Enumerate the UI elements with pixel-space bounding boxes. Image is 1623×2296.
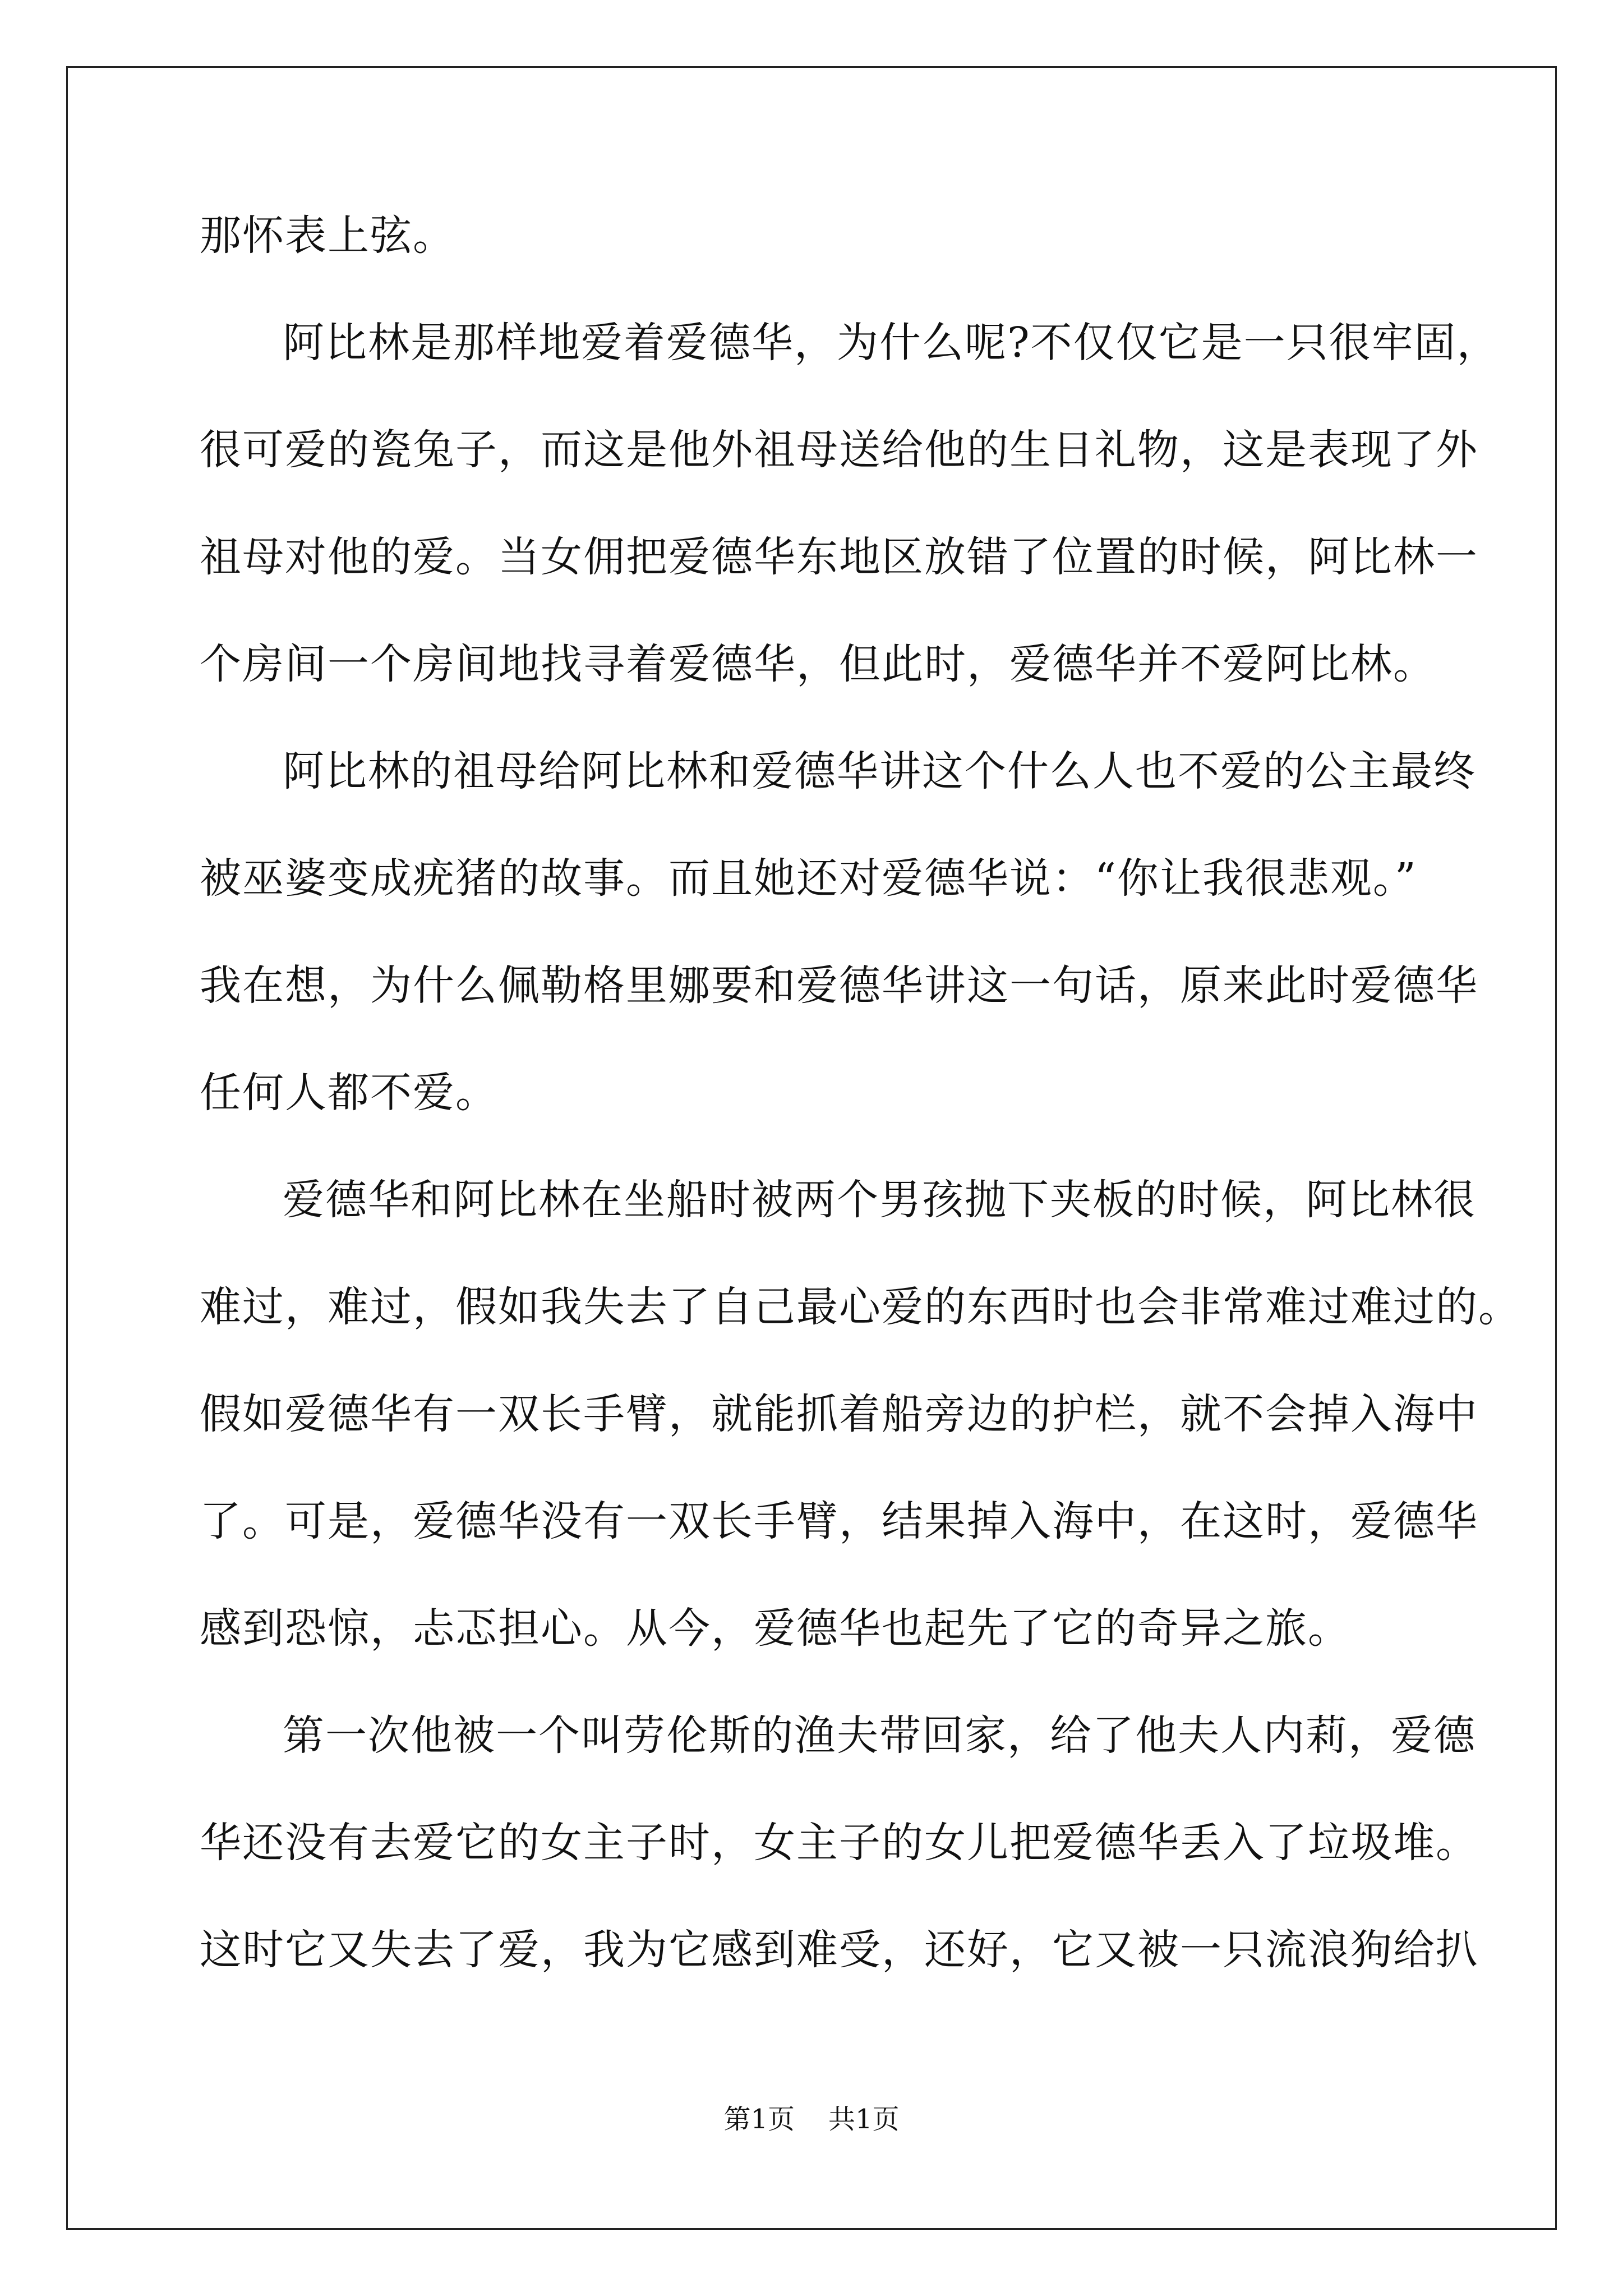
text-line: 很可爱的瓷兔子，而这是他外祖母送给他的生日礼物，这是表现了外 [200, 426, 1478, 474]
text-line: 这时它又失去了爱，我为它感到难受，还好，它又被一只流浪狗给扒 [200, 1926, 1478, 1974]
text-line: 华还没有去爱它的女主子时，女主子的女儿把爱德华丢入了垃圾堆。 [200, 1819, 1478, 1867]
text-line: 阿比林的祖母给阿比林和爱德华讲这个什么人也不爱的公主最终 [283, 747, 1476, 795]
text-line: 爱德华和阿比林在坐船时被两个男孩抛下夹板的时候，阿比林很 [283, 1176, 1476, 1224]
text-line: 那怀表上弦。 [200, 211, 455, 260]
text-line: 了。可是，爱德华没有一双长手臂，结果掉入海中，在这时，爱德华 [200, 1497, 1478, 1545]
text-line: 任何人都不爱。 [200, 1069, 498, 1117]
page-number: 第1页 [723, 2104, 795, 2135]
text-line: 难过，难过，假如我失去了自己最心爱的东西时也会非常难过难过的。 [200, 1283, 1521, 1331]
text-line: 我在想，为什么佩勒格里娜要和爱德华讲这一句话，原来此时爱德华 [200, 961, 1478, 1010]
text-line: 感到恐惊，忐忑担心。从今，爱德华也起先了它的奇异之旅。 [200, 1604, 1350, 1653]
text-line: 阿比林是那样地爱着爱德华，为什么呢?不仅仅它是一只很牢固， [283, 319, 1500, 367]
text-line: 被巫婆变成疣猪的故事。而且她还对爱德华说：“你让我很悲观。” [200, 854, 1417, 903]
page-border [66, 66, 1557, 2230]
page-total: 共1页 [828, 2104, 900, 2135]
text-line: 个房间一个房间地找寻着爱德华，但此时，爱德华并不爱阿比林。 [200, 640, 1436, 688]
text-line: 祖母对他的爱。当女佣把爱德华东地区放错了位置的时候，阿比林一 [200, 533, 1478, 581]
page-footer [0, 2102, 1623, 2136]
text-line: 假如爱德华有一双长手臂，就能抓着船旁边的护栏，就不会掉入海中 [200, 1390, 1478, 1438]
text-line: 第一次他被一个叫劳伦斯的渔夫带回家，给了他夫人内莉，爱德 [283, 1711, 1476, 1760]
